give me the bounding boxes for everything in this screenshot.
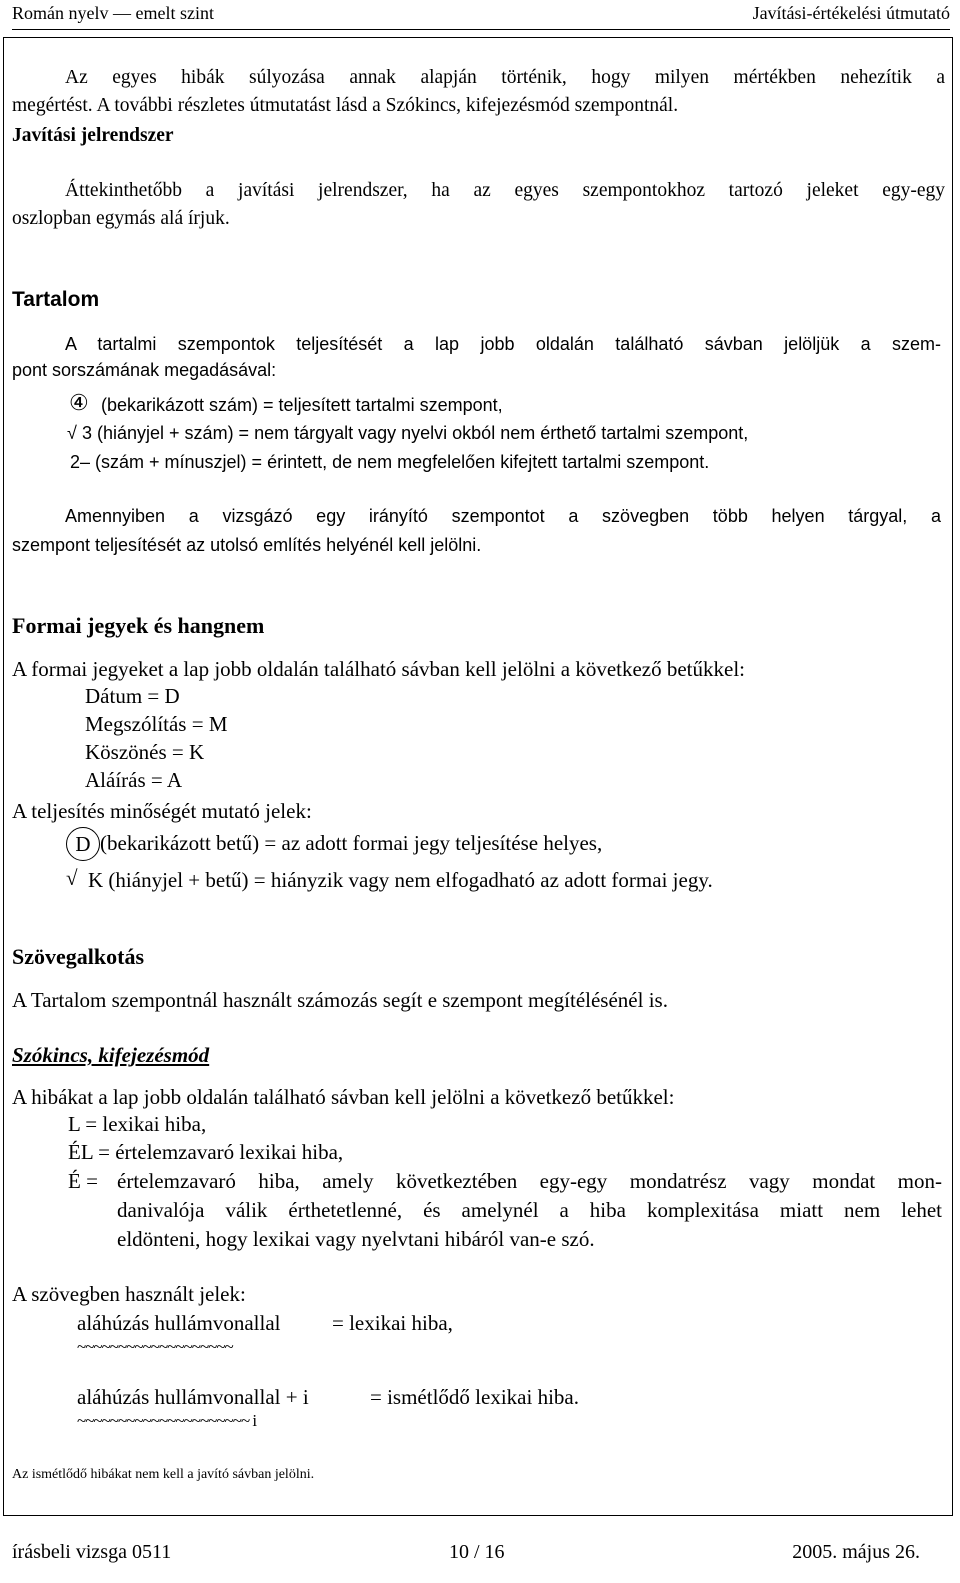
- formai-item-datum: Dátum = D: [85, 684, 180, 708]
- wavy-underline-i-sample: ~~~~~~~~~~~~~~~~~~~~~ i: [77, 1411, 257, 1430]
- jelrendszer-paragraph-line-2: oszlopban egymás alá írjuk.: [12, 208, 230, 229]
- szokincs-item-lexikai: L = lexikai hiba,: [68, 1112, 207, 1136]
- szokincs-item-e-key: É =: [68, 1169, 98, 1193]
- section-heading-szovegalkotas: Szövegalkotás: [12, 944, 144, 969]
- check-mark-symbol-2: √: [66, 866, 78, 890]
- szovegalkotas-text: A Tartalom szempontnál használt számozás segít e szempont megítélésénél is.: [12, 988, 668, 1012]
- repeated-errors-note: Az ismétlődő hibákat nem kell a javító sávban jelölni.: [12, 1467, 315, 1482]
- circled-number-symbol: ④: [69, 390, 89, 415]
- tartalom-paragraph2-line-1: Amennyiben a vizsgázó egy irányító szempontot a szövegben több helyen tárgyal, a: [65, 506, 941, 526]
- quality-marks-label: A teljesítés minőségét mutató jelek:: [12, 799, 312, 823]
- wavy-underline-sample: ~~~~~~~~~~~~~~~~~~~: [77, 1337, 233, 1356]
- sign-wavy-meaning: = lexikai hiba,: [332, 1311, 453, 1335]
- formai-item-koszones: Köszönés = K: [85, 740, 205, 764]
- header-subject: Román nyelv — emelt szint: [12, 3, 214, 23]
- section-heading-formai-jegyek: Formai jegyek és hangnem: [12, 613, 265, 638]
- header-rule: [12, 29, 950, 30]
- page-header: [12, 0, 950, 32]
- section-heading-szokincs: Szókincs, kifejezésmód: [12, 1043, 210, 1067]
- signs-label: A szövegben használt jelek:: [12, 1282, 246, 1306]
- szokincs-intro: A hibákat a lap jobb oldalán található sávban kell jelölni a következő betűkkel:: [12, 1085, 675, 1109]
- mark-check-letter-text: K (hiányjel + betű) = hiányzik vagy nem elfogadható az adott formai jegy.: [88, 868, 713, 892]
- formai-intro: A formai jegyeket a lap jobb oldalán található sávban kell jelölni a következő betűkkel:: [12, 657, 746, 681]
- szokincs-item-ertelemzavaro-lexikai: ÉL = értelemzavaró lexikai hiba,: [68, 1140, 344, 1164]
- szokincs-item-e-line-3: eldönteni, hogy lexikai vagy nyelvtani hibáról van-e szó.: [117, 1227, 595, 1251]
- mark-circled-letter-text: (bekarikázott betű) = az adott formai jegy teljesítése helyes,: [100, 831, 603, 855]
- mark-circled-number-text: (bekarikázott szám) = teljesített tartalmi szempont,: [101, 395, 503, 415]
- footer-date: 2005. május 26.: [792, 1541, 920, 1563]
- tartalom-paragraph-line-1: A tartalmi szempontok teljesítését a lap jobb oldalán található sávban jelöljük a szem-: [65, 334, 941, 354]
- section-heading-jelrendszer: Javítási jelrendszer: [12, 125, 174, 146]
- formai-item-alairas: Aláírás = A: [85, 768, 182, 792]
- mark-number-minus-text: 2– (szám + mínuszjel) = érintett, de nem megfelelően kifejtett tartalmi szempont.: [70, 452, 710, 472]
- circled-letter-symbol: D: [66, 827, 100, 861]
- sign-wavy-term: aláhúzás hullámvonallal: [77, 1311, 281, 1335]
- tartalom-paragraph-line-2: pont sorszámának megadásával:: [12, 360, 277, 380]
- jelrendszer-paragraph-line-1: Áttekinthetőbb a javítási jelrendszer, ha az egyes szempontokhoz tartozó jeleket egy-egy: [65, 180, 945, 201]
- szokincs-item-e-line-1: értelemzavaró hiba, amely következtében egy-egy mondatrész vagy mondat mon-: [117, 1169, 942, 1193]
- footer-exam-code: írásbeli vizsga 0511: [12, 1541, 172, 1563]
- formai-item-megszolitas: Megszólítás = M: [85, 712, 228, 736]
- header-doc-title: Javítási-értékelési útmutató: [752, 3, 950, 23]
- mark-check-number-text: 3 (hiányjel + szám) = nem tárgyalt vagy nyelvi okból nem érthető tartalmi szempont,: [82, 423, 749, 443]
- szokincs-item-e-line-2: danivalója válik érthetetlenné, és amelynél a hiba komplexitása miatt nem lehet: [117, 1198, 942, 1222]
- footer-page-number: 10 / 16: [449, 1541, 505, 1563]
- sign-wavy-i-term: aláhúzás hullámvonallal + i: [77, 1385, 309, 1409]
- tartalom-paragraph2-line-2: szempont teljesítését az utolsó említés helyénél kell jelölni.: [12, 535, 482, 555]
- sign-wavy-i-meaning: = ismétlődő lexikai hiba.: [370, 1385, 579, 1409]
- check-mark-symbol: √: [67, 423, 77, 443]
- intro-paragraph-line-1: Az egyes hibák súlyozása annak alapján történik, hogy milyen mértékben nehezítik a: [65, 67, 945, 88]
- section-heading-tartalom: Tartalom: [12, 288, 100, 311]
- intro-paragraph-line-2: megértést. A további részletes útmutatást lásd a Szókincs, kifejezésmód szempontnál.: [12, 95, 679, 116]
